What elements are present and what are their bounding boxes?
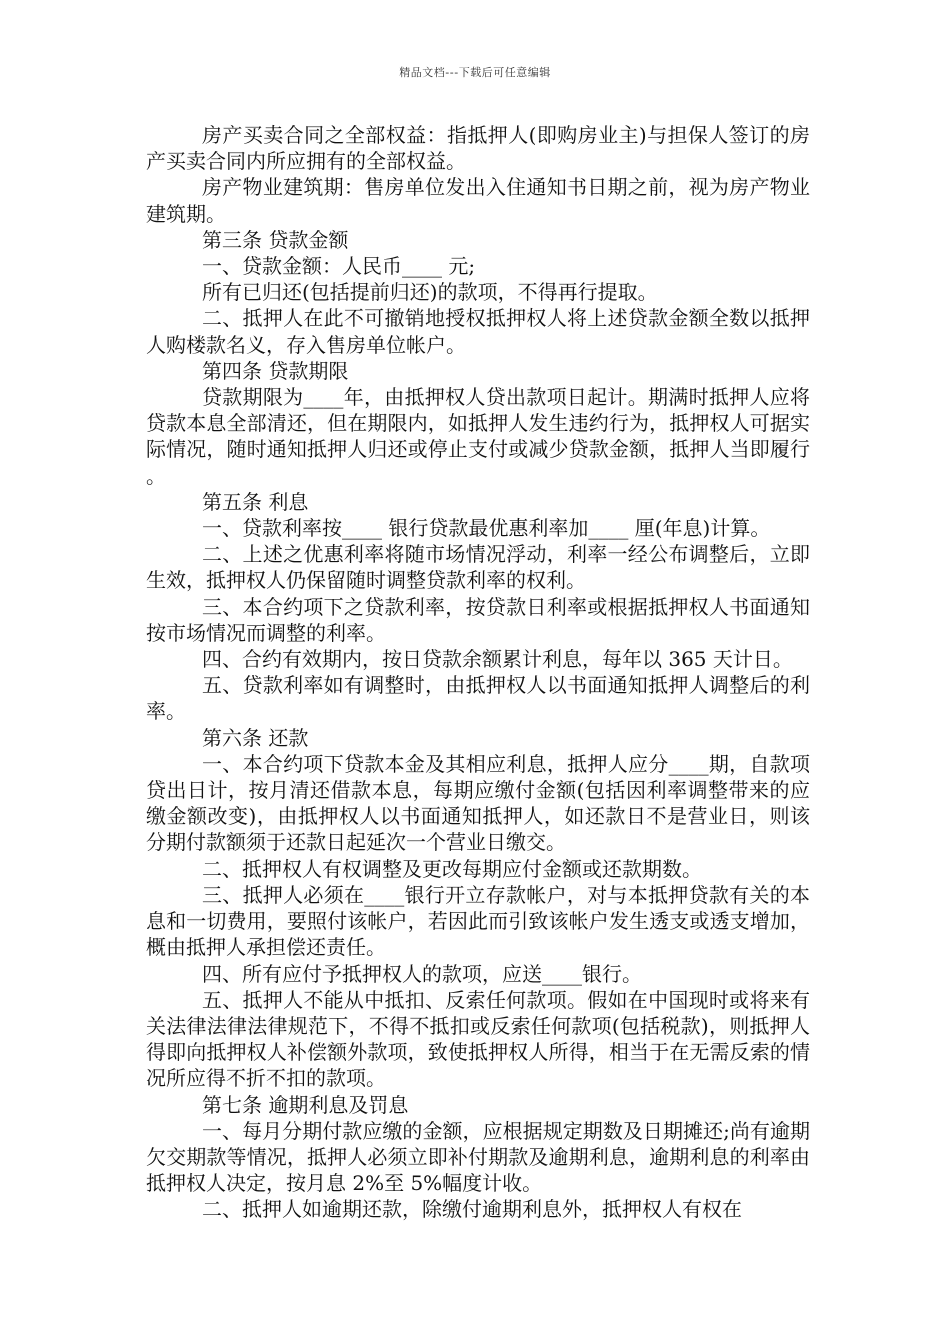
paragraph: 四、所有应付予抵押权人的款项，应送____银行。 <box>202 961 642 986</box>
paragraph: 房产买卖合同之全部权益：指抵押人(即购房业主)与担保人签订的房产买卖合同内所应拥有的全部权益。 <box>146 123 810 174</box>
paragraph: 三、抵押人必须在____银行开立存款帐户，对与本抵押贷款有关的本息和一切费用，要照付该帐户，若因此而引致该帐户发生透支或透支增加，概由抵押人承担偿还责任。 <box>146 882 810 960</box>
paragraph: 一、本合约项下贷款本金及其相应利息，抵押人应分____期，自款项贷出日计，按月清还借款本息，每期应缴付金额(包括因利率调整带来的应缴金额改变)，由抵押权人以书面通知抵押人，如还款日不是营业日，则该分期付款额须于还款日起延次一个营业日缴交。 <box>146 751 810 855</box>
section-heading: 第六条 还款 <box>202 725 309 750</box>
section-heading: 第三条 贷款金额 <box>202 227 349 252</box>
section-heading: 第五条 利息 <box>202 489 309 514</box>
paragraph: 五、抵押人不能从中抵扣、反索任何款项。假如在中国现时或将来有关法律法律法律规范下，不得不抵扣或反索任何款项(包括税款)，则抵押人得即向抵押权人补偿额外款项，致使抵押权人所得，相当于在无需反索的情况所应得不折不扣的款项。 <box>146 987 810 1091</box>
paragraph: 房产物业建筑期：售房单位发出入住通知书日期之前，视为房产物业建筑期。 <box>146 175 810 226</box>
page-header: 精品文档---下载后可任意编辑 <box>399 66 551 79</box>
paragraph: 所有已归还(包括提前归还)的款项，不得再行提取。 <box>202 280 658 305</box>
document-body <box>146 122 810 1223</box>
paragraph: 二、上述之优惠利率将随市场情况浮动，利率一经公布调整后，立即生效，抵押权人仍保留随时调整贷款利率的权利。 <box>146 542 810 593</box>
paragraph: 一、每月分期付款应缴的金额，应根据规定期数及日期摊还;尚有逾期欠交期款等情况，抵押人必须立即补付期款及逾期利息，逾期利息的利率由抵押权人决定，按月息 2%至 5%幅度计收。 <box>146 1118 810 1196</box>
section-heading: 第四条 贷款期限 <box>202 358 349 383</box>
paragraph: 贷款期限为____年，由抵押权人贷出款项日起计。期满时抵押人应将贷款本息全部清还，但在期限内，如抵押人发生违约行为，抵押权人可据实际情况，随时通知抵押人归还或停止支付或减少贷款金额，抵押人当即履行。 <box>146 385 810 488</box>
paragraph: 三、本合约项下之贷款利率，按贷款日利率或根据抵押权人书面通知按市场情况而调整的利率。 <box>146 594 810 645</box>
paragraph: 五、贷款利率如有调整时，由抵押权人以书面通知抵押人调整后的利率。 <box>146 673 810 724</box>
section-heading: 第七条 逾期利息及罚息 <box>202 1092 409 1117</box>
paragraph: 四、合约有效期内，按日贷款余额累计利息，每年以 365 天计日。 <box>202 647 793 672</box>
paragraph: 二、抵押人如逾期还款，除缴付逾期利息外，抵押权人有权在 <box>202 1197 742 1222</box>
paragraph: 二、抵押权人有权调整及更改每期应付金额或还款期数。 <box>202 856 702 881</box>
paragraph: 一、贷款金额：人民币____ 元; <box>202 254 476 279</box>
paragraph: 二、抵押人在此不可撤销地授权抵押权人将上述贷款金额全数以抵押人购楼款名义，存入售房单位帐户。 <box>146 306 810 357</box>
paragraph: 一、贷款利率按____ 银行贷款最优惠利率加____ 厘(年息)计算。 <box>202 516 771 541</box>
